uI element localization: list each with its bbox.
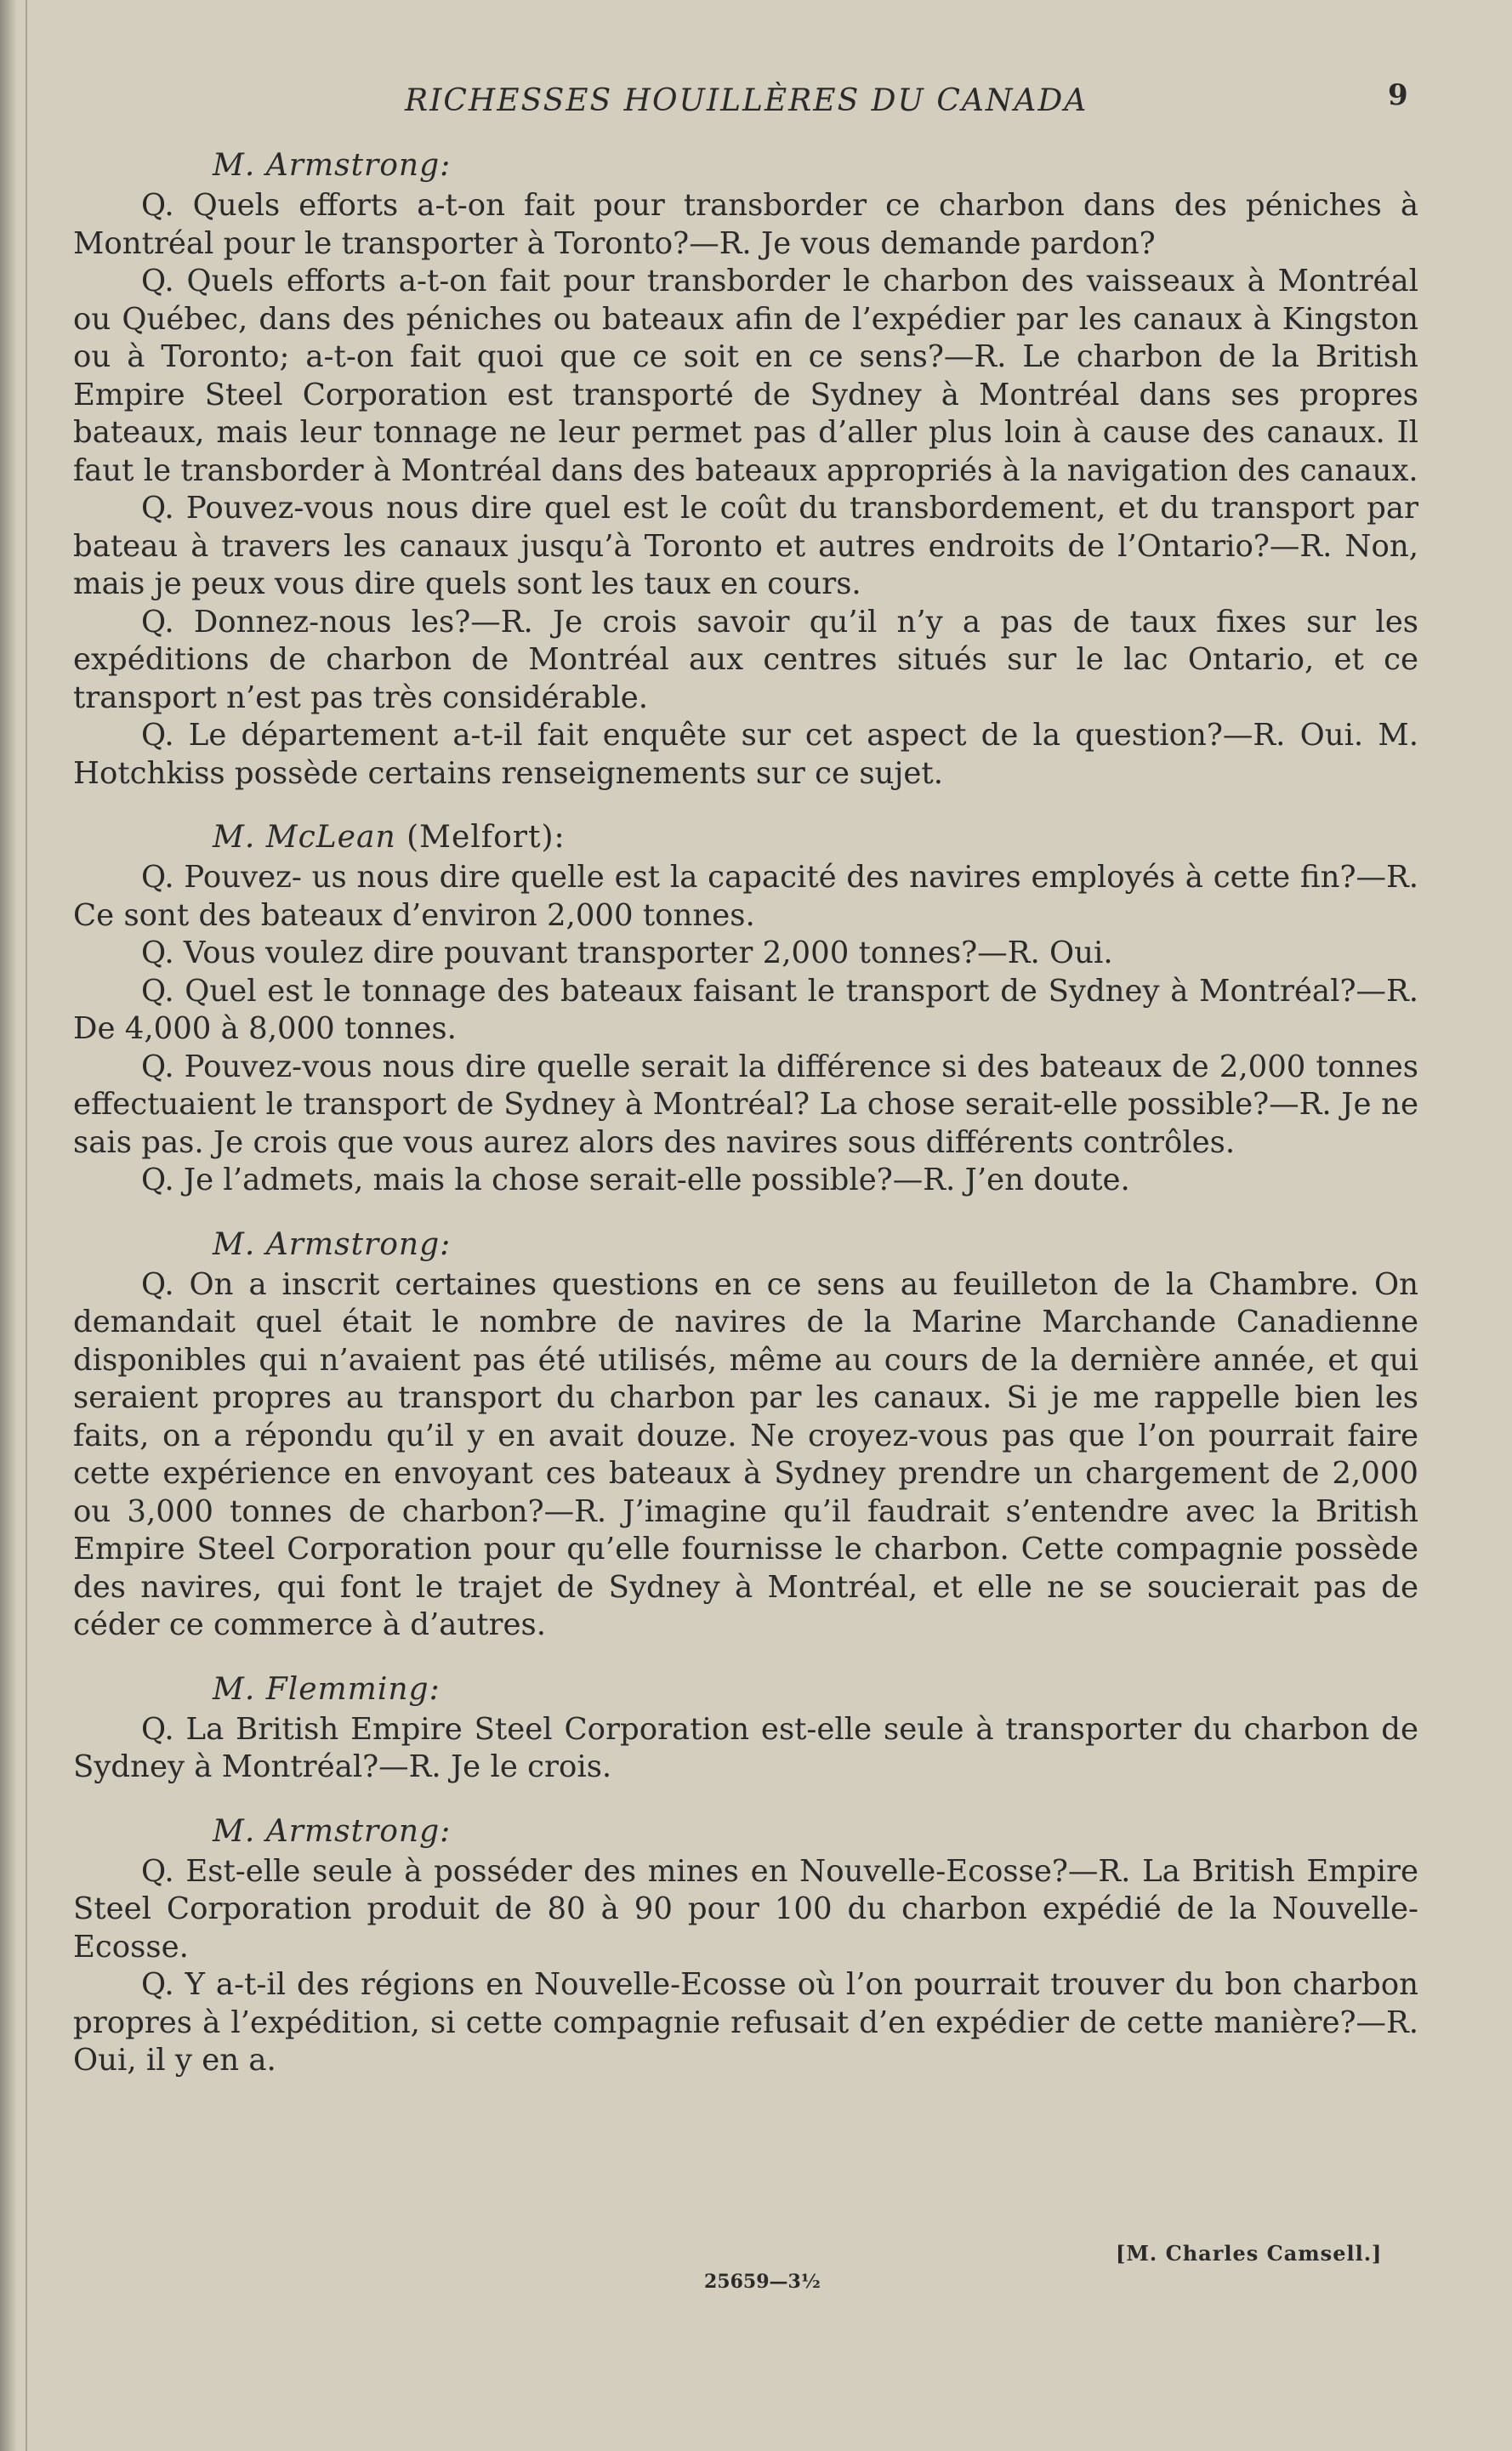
exchange-section <box>73 818 1418 1200</box>
speaker-name: M. McLean (Melfort): <box>213 820 566 855</box>
speaker-name: M. Armstrong: <box>213 1226 452 1262</box>
page-body <box>73 146 1418 2106</box>
qa-paragraph: Q. Est-elle seule à posséder des mines en Nouvelle-Ecosse?—R. La British Empire Steel Corporation produit de 80 à 90 pour 100 du charbon expédié de la Nouvelle-Ecosse. <box>73 1853 1418 1965</box>
page-number: 9 <box>1388 78 1408 112</box>
page-header <box>0 78 1512 129</box>
gutter-line <box>26 0 27 2451</box>
qa-paragraph: Q. Quel est le tonnage des bateaux faisant le transport de Sydney à Montréal?—R. De 4,000 à 8,000 tonnes. <box>73 973 1418 1046</box>
qa-paragraph: Q. On a inscrit certaines questions en ce sens au feuilleton de la Chambre. On demandait quel était le nombre de navires de la Marine Marchande Canadienne disponibles qui n’avaient pas été utilisés, même au cours de la dernière année, et qui seraient propres au transport du charbon par les canaux. Si je me rappelle bien les faits, on a répondu qu’il y en avait douze. Ne croyez-vous pas que l’on pourrait faire cette expérience en envoyant ces bateaux à Sydney prendre un chargement de 2,000 ou 3,000 tonnes de charbon?—R. J’imagine qu’il faudrait s’entendre avec la British Empire Steel Corporation pour qu’elle fournisse le charbon. Cette compagnie possède des navires, qui font le trajet de Sydney à Montréal, et elle ne se soucierait pas de céder ce commerce à d’autres. <box>73 1266 1418 1642</box>
speaker-name: M. Armstrong: <box>213 1813 452 1849</box>
printer-code: 25659—3½ <box>704 2271 821 2293</box>
speaker-name: M. Armstrong: <box>213 148 452 183</box>
qa-paragraph: Q. Le département a-t-il fait enquête sur cet aspect de la question?—R. Oui. M. Hotchkiss possède certains renseignements sur ce sujet. <box>73 718 1418 791</box>
qa-paragraph: Q. Donnez-nous les?—R. Je crois savoir qu’il n’y a pas de taux fixes sur les expéditions de charbon de Montréal aux centres situés sur le lac Ontario, et ce transport n’est pas très considérable. <box>73 604 1418 715</box>
exchange-section <box>73 146 1418 793</box>
qa-paragraph: Q. Quels efforts a-t-on fait pour transborder le charbon des vaisseaux à Montréal ou Québec, dans des péniches ou bateaux afin de l’expédier par les canaux à Kingston ou à Toronto; a-t-on fait quoi que ce soit en ce sens?—R. Le charbon de la British Empire Steel Corporation est transporté de Sydney à Montréal dans ses propres bateaux, mais leur tonnage ne leur permet pas d’aller plus loin à cause des canaux. Il faut le transborder à Montréal dans des bateaux appropriés à la navigation des canaux. <box>73 264 1418 488</box>
witness-attribution: [M. Charles Camsell.] <box>1116 2241 1383 2266</box>
qa-paragraph: Q. La British Empire Steel Corporation est-elle seule à transporter du charbon de Sydney à Montréal?—R. Je le crois. <box>73 1711 1418 1784</box>
qa-paragraph: Q. Pouvez-vous nous dire quelle serait la différence si des bateaux de 2,000 tonnes effectuaient le transport de Sydney à Montréal? La chose serait-elle possible?—R. Je ne sais pas. Je crois que vous aurez alors des navires sous différents contrôles. <box>73 1049 1418 1160</box>
running-title: RICHESSES HOUILLÈRES DU CANADA <box>405 83 1089 118</box>
exchange-section <box>73 1226 1418 1645</box>
qa-paragraph: Q. Pouvez- us nous dire quelle est la capacité des navires employés à cette fin?—R. Ce sont des bateaux d’environ 2,000 tonnes. <box>73 860 1418 933</box>
qa-paragraph: Q. Vous voulez dire pouvant transporter 2,000 tonnes?—R. Oui. <box>141 935 1113 970</box>
exchange-section <box>73 1812 1418 2080</box>
exchange-section <box>73 1670 1418 1787</box>
speaker-name: M. Flemming: <box>213 1671 441 1707</box>
qa-paragraph: Q. Je l’admets, mais la chose serait-elle possible?—R. J’en doute. <box>141 1163 1130 1197</box>
speaker-riding: (Melfort): <box>395 820 566 855</box>
qa-paragraph: Q. Y a-t-il des régions en Nouvelle-Ecosse où l’on pourrait trouver du bon charbon propres à l’expédition, si cette compagnie refusait d’en expédier de cette manière?—R. Oui, il y en a. <box>73 1967 1418 2078</box>
qa-paragraph: Q. Pouvez-vous nous dire quel est le coût du transbordement, et du transport par bateau à travers les canaux jusqu’à Toronto et autres endroits de l’Ontario?—R. Non, mais je peux vous dire quels sont les taux en cours. <box>73 491 1418 601</box>
qa-paragraph: Q. Quels efforts a-t-on fait pour transborder ce charbon dans des péniches à Montréal pour le transporter à Toronto?—R. Je vous demande pardon? <box>73 188 1418 261</box>
binding-edge <box>0 0 17 2451</box>
